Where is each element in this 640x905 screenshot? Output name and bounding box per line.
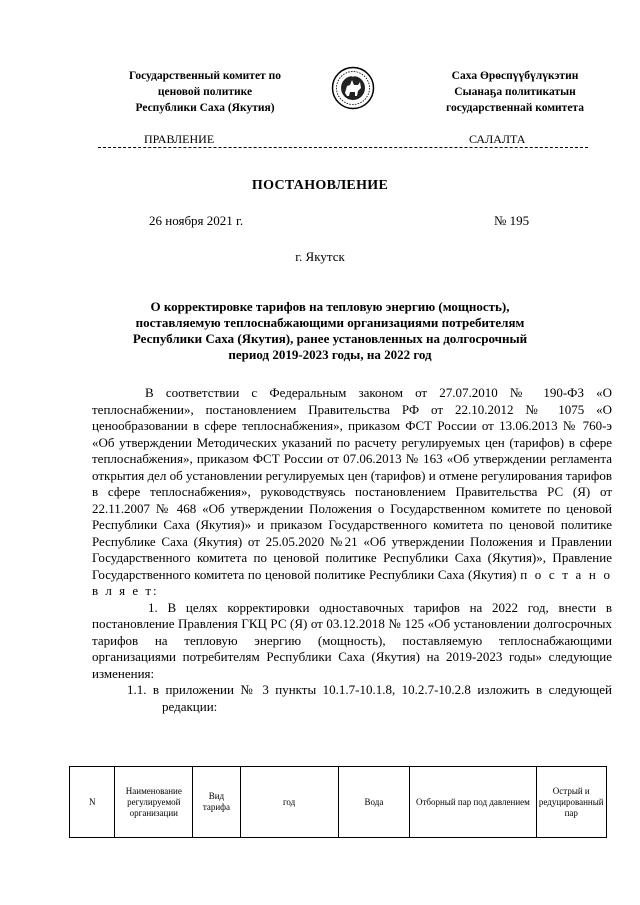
col-header-extraction-steam: Отборный пар под давлением (410, 767, 536, 838)
subject-line: период 2019-2023 годы, на 2022 год (228, 347, 432, 362)
tariff-table (69, 766, 607, 838)
header-right-line: Сыанаҕа политикатын (454, 86, 576, 98)
item-1-1: 1.1. в приложении № 3 пункты 10.1.7-10.1.8, 10.2.7-10.2.8 изложить в следующей редакции: (127, 682, 612, 714)
board-label-sakha: САЛАЛТА (469, 132, 526, 146)
document-subject (100, 299, 560, 363)
document-number: № 195 (494, 213, 530, 228)
document-date: 26 ноября 2021 г. (149, 213, 244, 228)
col-header-organization: Наименование регулируемой организации (115, 767, 193, 838)
board-label-ru: ПРАВЛЕНИЕ (144, 132, 215, 146)
col-header-water: Вода (338, 767, 410, 838)
header-right-line: государственнай комитета (446, 102, 584, 114)
preamble-text: В соответствии с Федеральным законом от 27.07.2010 № 190-ФЗ «О теплоснабжении», постановлением Правительства РФ от 22.10.2012 № 1075 «О ценообразовании в сфере теплоснабжения», приказом ФСТ России от 13.06.2013 № 760-э «Об утверждении Методических указаний по расчету регулируемых цен (тарифов) в сфере теплоснабжения», приказом ФСТ России от 07.06.2013 № 163 «Об утверждении регламента открытия дел об установлении регулируемых цен (тарифов) и отмене регулирования тарифов в сфере теплоснабжения», руководствуясь постановлением Правительства РС (Я) от 22.11.2007 № 468 «Об утверждении Положения о Государственном комитете по ценовой Республики Саха (Якутия)» и приказом Государственного комитета по ценовой политике Республике Саха (Якутия) от 25.05.2020 №21 «Об утверждении Положения и Правлении Государственного комитета по ценовой политике Республики Саха (Якутия)», Правление Государственного комитета по ценовой политике Республики Саха (Якутия) (92, 385, 612, 582)
document-title: ПОСТАНОВЛЕНИЕ (251, 178, 389, 193)
col-header-tariff-type: Вид тарифа (193, 767, 240, 838)
coat-of-arms-emblem (331, 66, 375, 110)
header-left-line: ценовой политике (157, 86, 253, 98)
col-header-n: N (70, 767, 115, 838)
subject-line: поставляемую теплоснабжающими организациями потребителям (135, 315, 525, 330)
subject-line: О корректировке тарифов на тепловую энергию (мощность), (150, 299, 510, 314)
table-header-row (70, 767, 607, 838)
header-left-org (100, 68, 310, 116)
decree-word: п о с т а н о в л я е т: (92, 566, 612, 598)
document-city: г. Якутск (295, 249, 345, 264)
col-header-sharp-steam: Острый и редуцированный пар (536, 767, 606, 838)
header-left-line: Республики Саха (Якутия) (135, 102, 275, 114)
item-1: 1. В целях корректировки одноставочных тарифов на 2022 год, внести в постановление Правления ГКЦ РС (Я) от 03.12.2018 № 125 «Об установлении долгосрочных тарифов на тепловую энергию (мощность), поставляемую теплоснабжающими организациями потребителям Республики Саха (Якутия) на 2019-2023 годы» следующие изменения: (92, 599, 612, 681)
header-right-org (410, 68, 620, 116)
header-divider (98, 147, 588, 148)
header-left-line: Государственный комитет по (129, 70, 281, 82)
header-right-line: Саха Өрөспүүбүлүкэтин (451, 70, 579, 82)
preamble-paragraph (92, 385, 612, 600)
document-body (92, 385, 612, 715)
subject-line: Республики Саха (Якутия), ранее установленных на долгосрочный (132, 331, 528, 346)
col-header-year: год (240, 767, 338, 838)
